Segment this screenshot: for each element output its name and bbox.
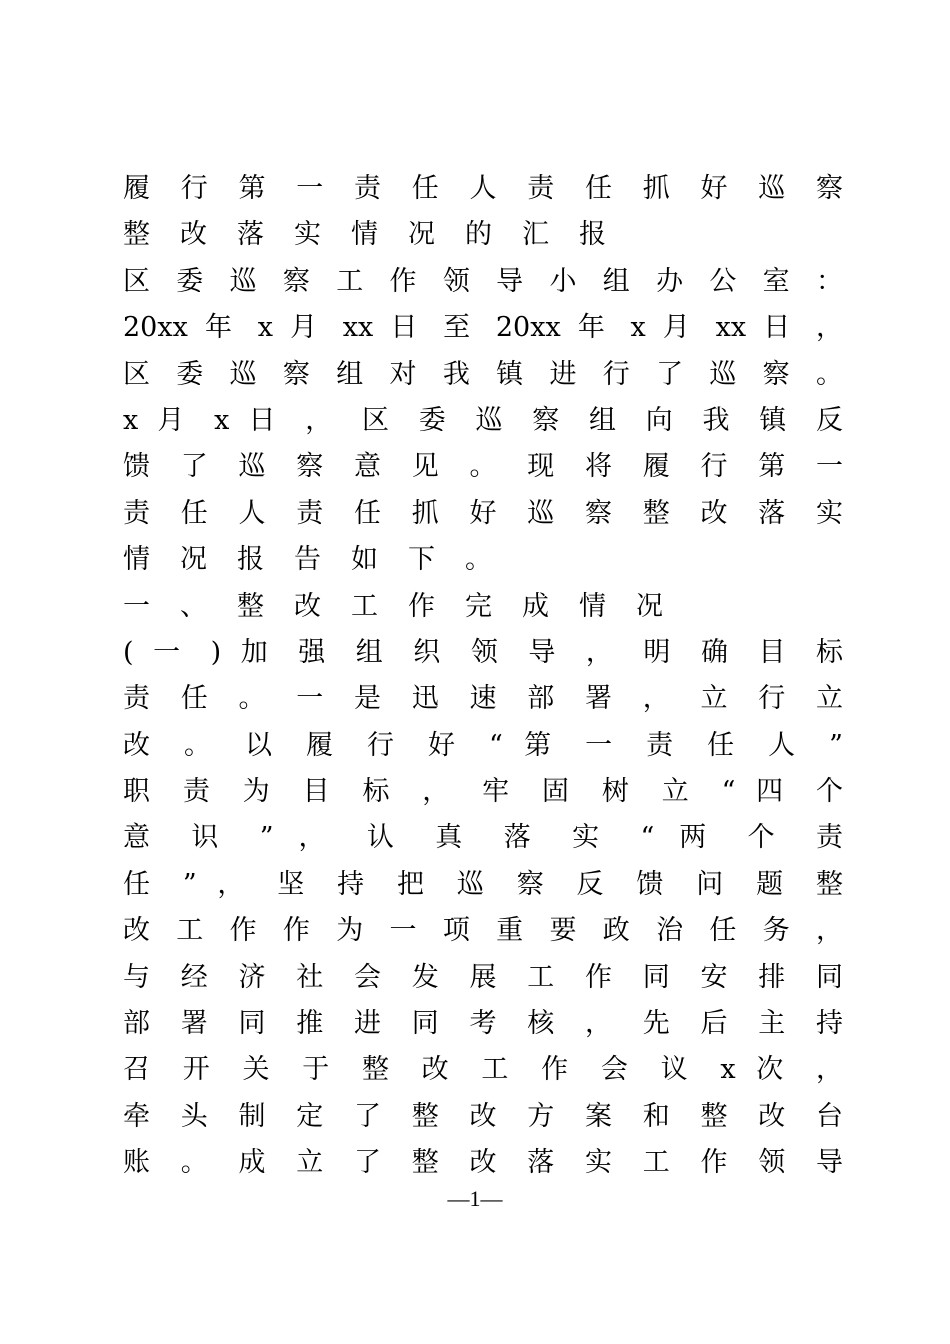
title-line-1: 履 行 第 一 责 任 人 责 任 抓 好 巡 察: [123, 173, 843, 204]
text-line: 意 识 ” ， 认 真 落 实 “ 两 个 责: [123, 822, 843, 854]
text-line: 任 ” ， 坚 持 把 巡 察 反 馈 问 题 整: [123, 868, 843, 900]
page-number: —1—: [447, 1186, 503, 1211]
text-line: 召 开 关 于 整 改 工 作 会 议 x 次 ，: [123, 1054, 843, 1086]
subsection-heading: ( 一 ) 加 强 组 织 领 导 ， 明 确 目 标: [123, 636, 843, 668]
text-line: 责 任 人 责 任 抓 好 巡 察 整 改 落 实: [123, 497, 843, 529]
title-line-2: 整改落实情况的汇报: [123, 219, 636, 251]
text-line: 20xx 年 x 月 xx 日 至 20xx 年 x 月 xx 日 ，: [123, 312, 843, 344]
text-line: 情况报告如下。: [123, 544, 522, 576]
document-body: [123, 166, 843, 1187]
text-line: 账 。 成 立 了 整 改 落 实 工 作 领 导: [123, 1147, 843, 1179]
text-line: 区 委 巡 察 工 作 领 导 小 组 办 公 室 ：: [123, 265, 843, 297]
text-line: 部 署 同 推 进 同 考 核 ， 先 后 主 持: [123, 1008, 843, 1040]
text-line: 职 责 为 目 标 ， 牢 固 树 立 “ 四 个: [123, 776, 843, 808]
text-line: 馈 了 巡 察 意 见 。 现 将 履 行 第 一: [123, 451, 843, 483]
text-line: 改 。 以 履 行 好 “ 第 一 责 任 人 ”: [123, 729, 843, 761]
text-line: 区 委 巡 察 组 对 我 镇 进 行 了 巡 察 。: [123, 358, 843, 390]
text-line: x 月 x 日 ， 区 委 巡 察 组 向 我 镇 反: [123, 404, 843, 436]
text-line: 改 工 作 作 为 一 项 重 要 政 治 任 务 ，: [123, 915, 843, 947]
text-line: 牵 头 制 定 了 整 改 方 案 和 整 改 台: [123, 1100, 843, 1132]
text-line: 责 任 。 一 是 迅 速 部 署 ， 立 行 立: [123, 683, 843, 715]
text-line: 与 经 济 社 会 发 展 工 作 同 安 排 同: [123, 961, 843, 993]
section-heading: 一、整改工作完成情况: [123, 590, 693, 622]
